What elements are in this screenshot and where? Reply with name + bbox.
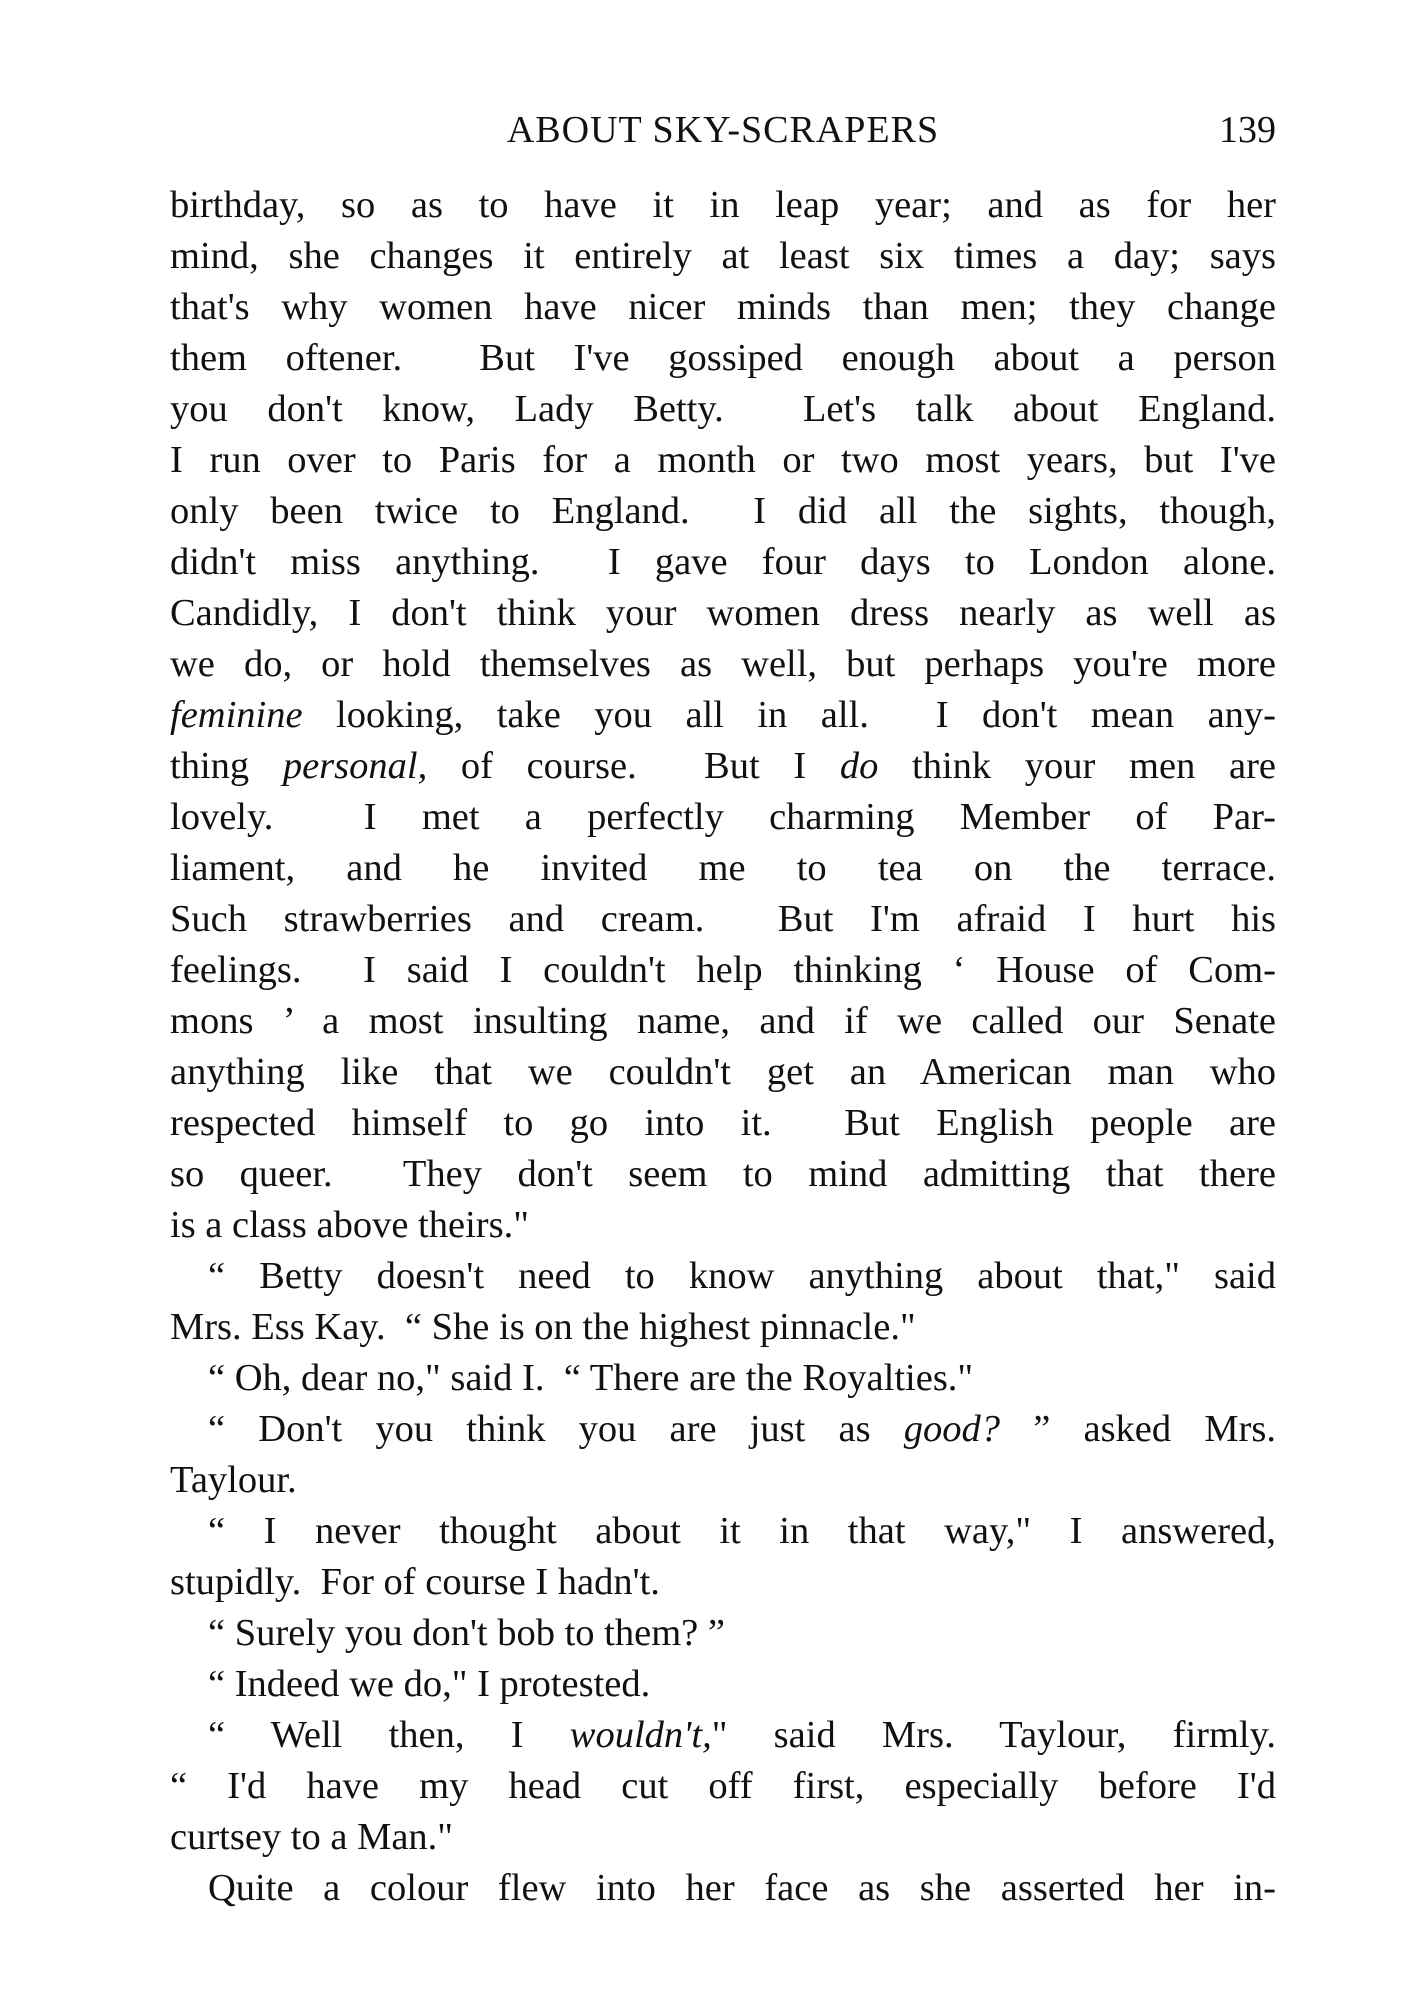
text-line [170,690,1276,741]
text-line [170,1353,1276,1404]
italic-text: do [839,745,879,787]
text-segment: anything like that we couldn't get an American man who [170,1051,1276,1093]
text-segment: looking, take you all in all. I don't mean any- [302,694,1276,736]
text-line [170,1251,1276,1302]
text-segment: “ Surely you don't bob to them? ” [208,1612,725,1654]
text-line [170,1455,1276,1506]
text-segment: we do, or hold themselves as well, but perhaps you're more [170,643,1276,685]
text-line [170,996,1276,1047]
text-segment: feelings. I said I couldn't help thinking ‘ House of Com- [170,949,1276,991]
text-segment: respected himself to go into it. But English people are [170,1102,1276,1144]
text-segment: Taylour. [170,1459,297,1501]
page-number: 139 [1219,109,1276,151]
text-line [170,1404,1276,1455]
text-line [170,180,1276,231]
text-line [170,231,1276,282]
text-line [170,1098,1276,1149]
text-line [170,282,1276,333]
text-line [170,945,1276,996]
text-segment: that's why women have nicer minds than men; they change [170,286,1276,328]
text-line [170,1149,1276,1200]
text-segment: Quite a colour flew into her face as she asserted her in- [208,1867,1276,1909]
text-line [170,1302,1276,1353]
text-line [170,843,1276,894]
text-segment: Such strawberries and cream. But I'm afraid I hurt his [170,898,1276,940]
italic-text: wouldn't, [569,1714,712,1756]
text-line [170,588,1276,639]
text-segment: “ Indeed we do," I protested. [208,1663,651,1705]
text-segment: “ Oh, dear no," said I. “ There are the Royalties." [208,1357,974,1399]
text-segment: I run over to Paris for a month or two most years, but I've [170,439,1276,481]
text-segment: of course. But I [427,745,840,787]
text-line [170,1710,1276,1761]
text-segment: only been twice to England. I did all the sights, though, [170,490,1276,532]
text-segment: curtsey to a Man." [170,1816,453,1858]
text-line [170,1863,1276,1914]
text-line [170,1047,1276,1098]
italic-text: feminine [170,694,303,736]
text-line [170,435,1276,486]
text-segment: you don't know, Lady Betty. Let's talk about England. [170,388,1276,430]
text-segment: birthday, so as to have it in leap year; and as for her [170,184,1276,226]
text-line [170,1608,1276,1659]
text-segment: " said Mrs. Taylour, firmly. [711,1714,1276,1756]
text-segment: is a class above theirs." [170,1204,529,1246]
text-segment: ” asked Mrs. [1000,1408,1276,1450]
italic-text: good? [903,1408,1001,1450]
text-segment: stupidly. For of course I hadn't. [170,1561,660,1603]
text-segment: liament, and he invited me to tea on the terrace. [170,847,1276,889]
text-segment: “ I never thought about it in that way," I answered, [208,1510,1276,1552]
text-line [170,741,1276,792]
running-head [170,108,1276,158]
text-line [170,1557,1276,1608]
text-segment: so queer. They don't seem to mind admitting that there [170,1153,1276,1195]
text-line [170,792,1276,843]
text-segment: mind, she changes it entirely at least six times a day; says [170,235,1276,277]
text-segment: mons ’ a most insulting name, and if we called our Senate [170,1000,1276,1042]
text-line [170,1761,1276,1812]
text-segment: think your men are [878,745,1276,787]
running-title: ABOUT SKY-SCRAPERS [506,109,940,151]
text-line [170,1506,1276,1557]
text-line [170,1659,1276,1710]
text-line [170,537,1276,588]
text-line [170,333,1276,384]
text-segment: “ I'd have my head cut off first, especially before I'd [170,1765,1276,1807]
text-segment: “ Betty doesn't need to know anything about that," said [208,1255,1276,1297]
body-text [170,180,1276,1914]
text-segment: Candidly, I don't think your women dress nearly as well as [170,592,1276,634]
text-line [170,1200,1276,1251]
text-line [170,1812,1276,1863]
text-segment: lovely. I met a perfectly charming Member of Par- [170,796,1276,838]
text-line [170,894,1276,945]
text-segment: didn't miss anything. I gave four days to London alone. [170,541,1276,583]
text-segment: Mrs. Ess Kay. “ She is on the highest pinnacle." [170,1306,916,1348]
text-line [170,639,1276,690]
italic-text: personal, [282,745,428,787]
text-segment: them oftener. But I've gossiped enough about a person [170,337,1276,379]
text-segment: thing [170,745,283,787]
text-segment: “ Well then, I [208,1714,570,1756]
text-line [170,486,1276,537]
text-segment: “ Don't you think you are just as [208,1408,904,1450]
text-line [170,384,1276,435]
